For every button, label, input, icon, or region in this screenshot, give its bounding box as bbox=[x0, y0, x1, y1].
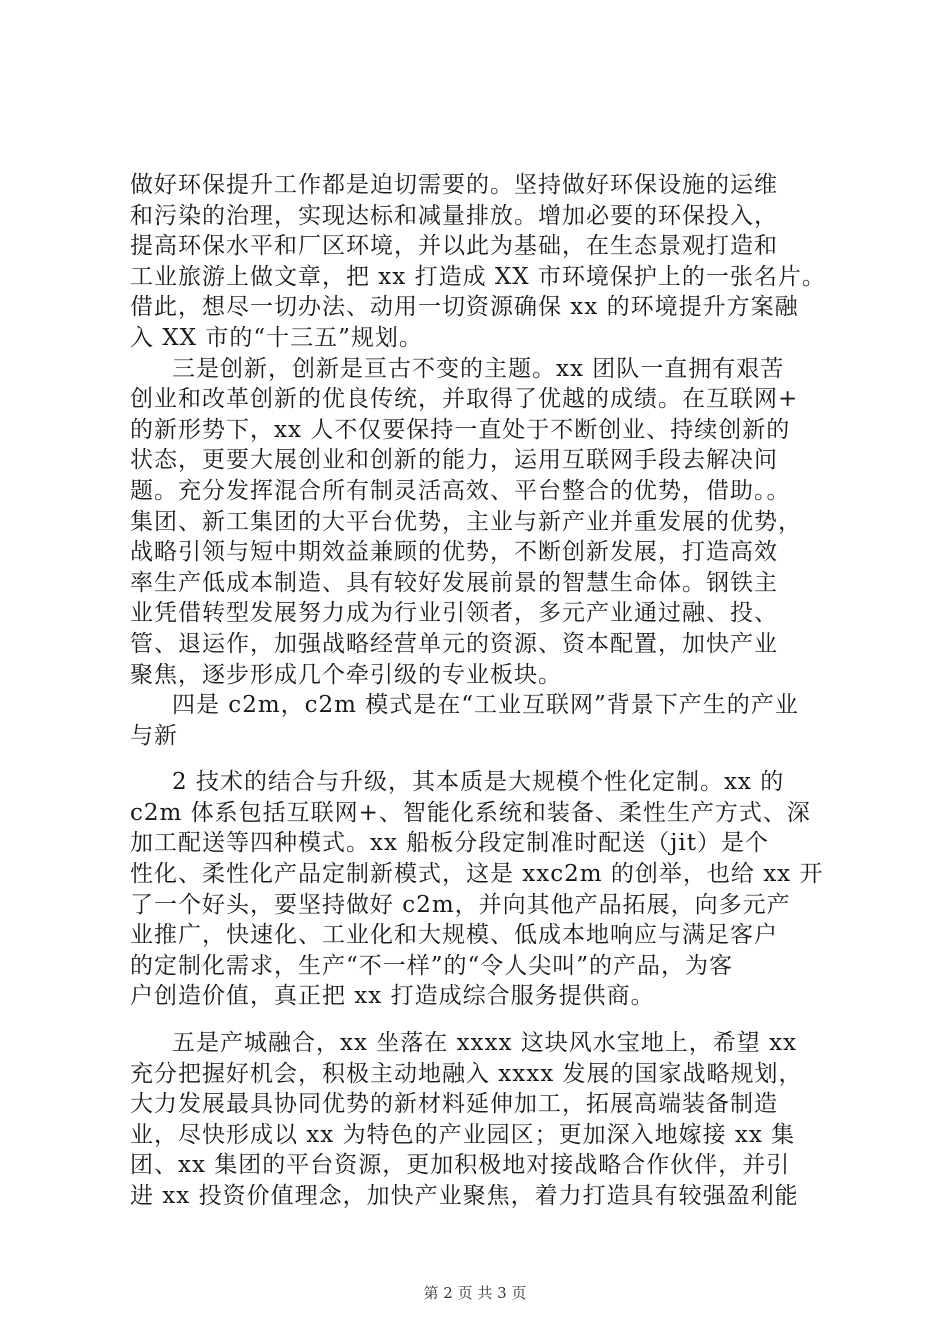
text-line: 提高环保水平和厂区环境，并以此为基础，在生态景观打造和 bbox=[130, 233, 778, 260]
text-line: 2 技术的结合与升级，其本质是大规模个性化定制。xx 的 bbox=[172, 769, 785, 796]
text-line: 四是 c2m，c2m 模式是在“工业互联网”背景下产生的产业 bbox=[172, 692, 799, 719]
text-line: 充分把握好机会，积极主动地融入 xxxx 发展的国家战略规划， bbox=[130, 1060, 803, 1087]
text-line: 率生产低成本制造、具有较好发展前景的智慧生命体。钢铁主 bbox=[130, 569, 778, 596]
text-line: 战略引领与短中期效益兼顾的优势，不断创新发展，打造高效 bbox=[130, 539, 778, 566]
text-line: 题。充分发挥混合所有制灵活高效、平台整合的优势，借助。。 bbox=[130, 477, 791, 504]
text-line: 集团、新工集团的大平台优势，主业与新产业并重发展的优势， bbox=[130, 508, 802, 535]
document-body bbox=[130, 170, 840, 1212]
text-line: 做好环保提升工作都是迫切需要的。坚持做好环保设施的运维 bbox=[130, 172, 778, 198]
text-line: c2m 体系包括互联网+、智能化系统和装备、柔性生产方式、深 bbox=[130, 799, 811, 826]
text-line: 和污染的治理，实现达标和减量排放。增加必要的环保投入， bbox=[130, 202, 778, 229]
text-line: 的新形势下，xx 人不仅要保持一直处于不断创业、持续创新的 bbox=[130, 416, 791, 443]
page-footer: 第 2 页 共 3 页 bbox=[423, 1284, 527, 1302]
text-line: 业推广，快速化、工业化和大规模、低成本地响应与满足客户 bbox=[130, 922, 778, 949]
text-line: 创业和改革创新的优良传统，并取得了优越的成绩。在互联网+ bbox=[130, 386, 799, 413]
text-line: 了一个好头，要坚持做好 c2m，并向其他产品拓展，向多元产 bbox=[130, 891, 791, 918]
text-line: 业凭借转型发展努力成为行业引领者，多元产业通过融、投、 bbox=[130, 600, 778, 627]
text-line: 聚焦，逐步形成几个牵引级的专业板块。 bbox=[130, 661, 562, 688]
text-line: 进 xx 投资价值理念，加快产业聚焦，着力打造具有较强盈利能 bbox=[130, 1183, 799, 1209]
text-line: 的定制化需求，生产“不一样”的“令人尖叫”的产品，为客 bbox=[130, 952, 734, 979]
text-line: 户创造价值，真正把 xx 打造成综合服务提供商。 bbox=[130, 983, 655, 1010]
text-line: 五是产城融合，xx 坐落在 xxxx 这块风水宝地上，希望 xx bbox=[172, 1030, 798, 1057]
text-line: 大力发展最具协同优势的新材料延伸加工，拓展高端装备制造 bbox=[130, 1091, 778, 1118]
text-line: 工业旅游上做文章，把 xx 打造成 XX 市环境保护上的一张名片。 bbox=[130, 263, 826, 290]
text-line: 团、xx 集团的平台资源，更加积极地对接战略合作伙伴，并引 bbox=[130, 1152, 791, 1179]
text-line: 状态，更要大展创业和创新的能力，运用互联网手段去解决问 bbox=[130, 447, 778, 474]
text-line: 加工配送等四种模式。xx 船板分段定制准时配送（jit）是个 bbox=[130, 830, 769, 857]
text-line: 业，尽快形成以 xx 为特色的产业园区；更加深入地嫁接 xx 集 bbox=[130, 1121, 796, 1148]
text-line: 与新 bbox=[130, 722, 178, 749]
text-line: 管、退运作，加强战略经营单元的资源、资本配置，加快产业 bbox=[130, 630, 778, 657]
text-line: 借此，想尽一切办法、动用一切资源确保 xx 的环境提升方案融 bbox=[130, 294, 799, 321]
text-line: 入 XX 市的“十三五”规划。 bbox=[130, 324, 423, 351]
text-line: 三是创新，创新是亘古不变的主题。xx 团队一直拥有艰苦 bbox=[172, 355, 785, 382]
text-line: 性化、柔性化产品定制新模式，这是 xxc2m 的创举，也给 xx 开 bbox=[130, 861, 824, 888]
